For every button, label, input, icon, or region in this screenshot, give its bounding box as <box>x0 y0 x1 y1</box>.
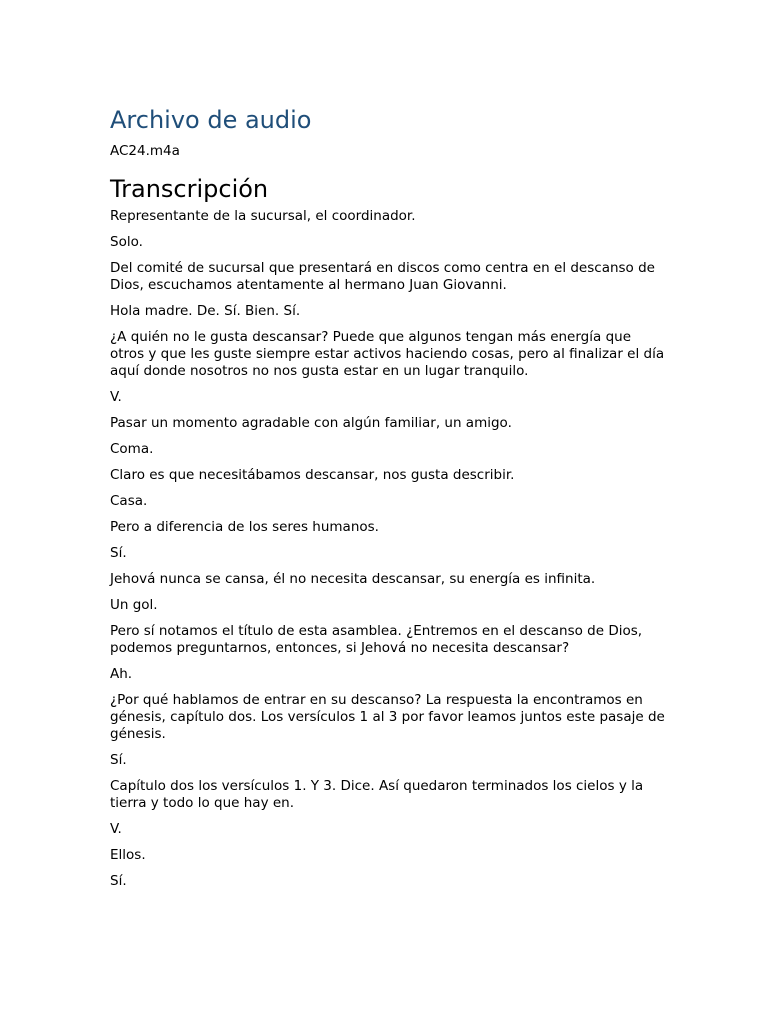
audio-file-name: AC24.m4a <box>110 143 180 159</box>
transcript-paragraph: Sí. <box>110 545 127 561</box>
transcript-paragraph: Ah. <box>110 666 133 682</box>
transcript-heading: Transcripción <box>110 175 269 203</box>
transcript-paragraph: Jehová nunca se cansa, él no necesita descansar, su energía es infinita. <box>110 571 596 587</box>
transcript-paragraph: Del comité de sucursal que presentará en discos como centra en el descanso de Dios, escuchamos atentamente al hermano Juan Giovanni. <box>110 260 655 293</box>
transcript-body <box>110 208 666 890</box>
transcript-paragraph: Claro es que necesitábamos descansar, nos gusta describir. <box>110 467 515 483</box>
transcript-paragraph: ¿A quién no le gusta descansar? Puede que algunos tengan más energía que otros y que les guste siempre estar activos haciendo cosas, pero al finalizar el día aquí donde nosotros no nos gusta estar en un lugar tranquilo. <box>110 329 665 379</box>
transcript-paragraph: Representante de la sucursal, el coordinador. <box>110 208 416 224</box>
transcript-paragraph: Hola madre. De. Sí. Bien. Sí. <box>110 303 301 319</box>
transcript-paragraph: Sí. <box>110 873 127 889</box>
transcript-paragraph: Un gol. <box>110 597 158 613</box>
transcript-paragraph: V. <box>110 821 122 837</box>
transcript-paragraph: Coma. <box>110 441 154 457</box>
transcript-paragraph: ¿Por qué hablamos de entrar en su descanso? La respuesta la encontramos en génesis, capítulo dos. Los versículos 1 al 3 por favor leamos juntos este pasaje de génesis. <box>110 692 665 742</box>
transcript-paragraph: Pero a diferencia de los seres humanos. <box>110 519 379 535</box>
transcript-paragraph: Pasar un momento agradable con algún familiar, un amigo. <box>110 415 512 431</box>
transcript-paragraph: Ellos. <box>110 847 146 863</box>
transcript-paragraph: Sí. <box>110 752 127 768</box>
transcript-paragraph: Solo. <box>110 234 143 250</box>
transcript-paragraph: V. <box>110 389 122 405</box>
transcript-paragraph: Casa. <box>110 493 148 509</box>
transcript-paragraph: Pero sí notamos el título de esta asamblea. ¿Entremos en el descanso de Dios, podemos preguntarnos, entonces, si Jehová no necesita descansar? <box>110 623 643 656</box>
document-title: Archivo de audio <box>110 106 312 134</box>
transcript-paragraph: Capítulo dos los versículos 1. Y 3. Dice. Así quedaron terminados los cielos y la tierra y todo lo que hay en. <box>110 778 644 811</box>
document-page <box>110 104 666 899</box>
